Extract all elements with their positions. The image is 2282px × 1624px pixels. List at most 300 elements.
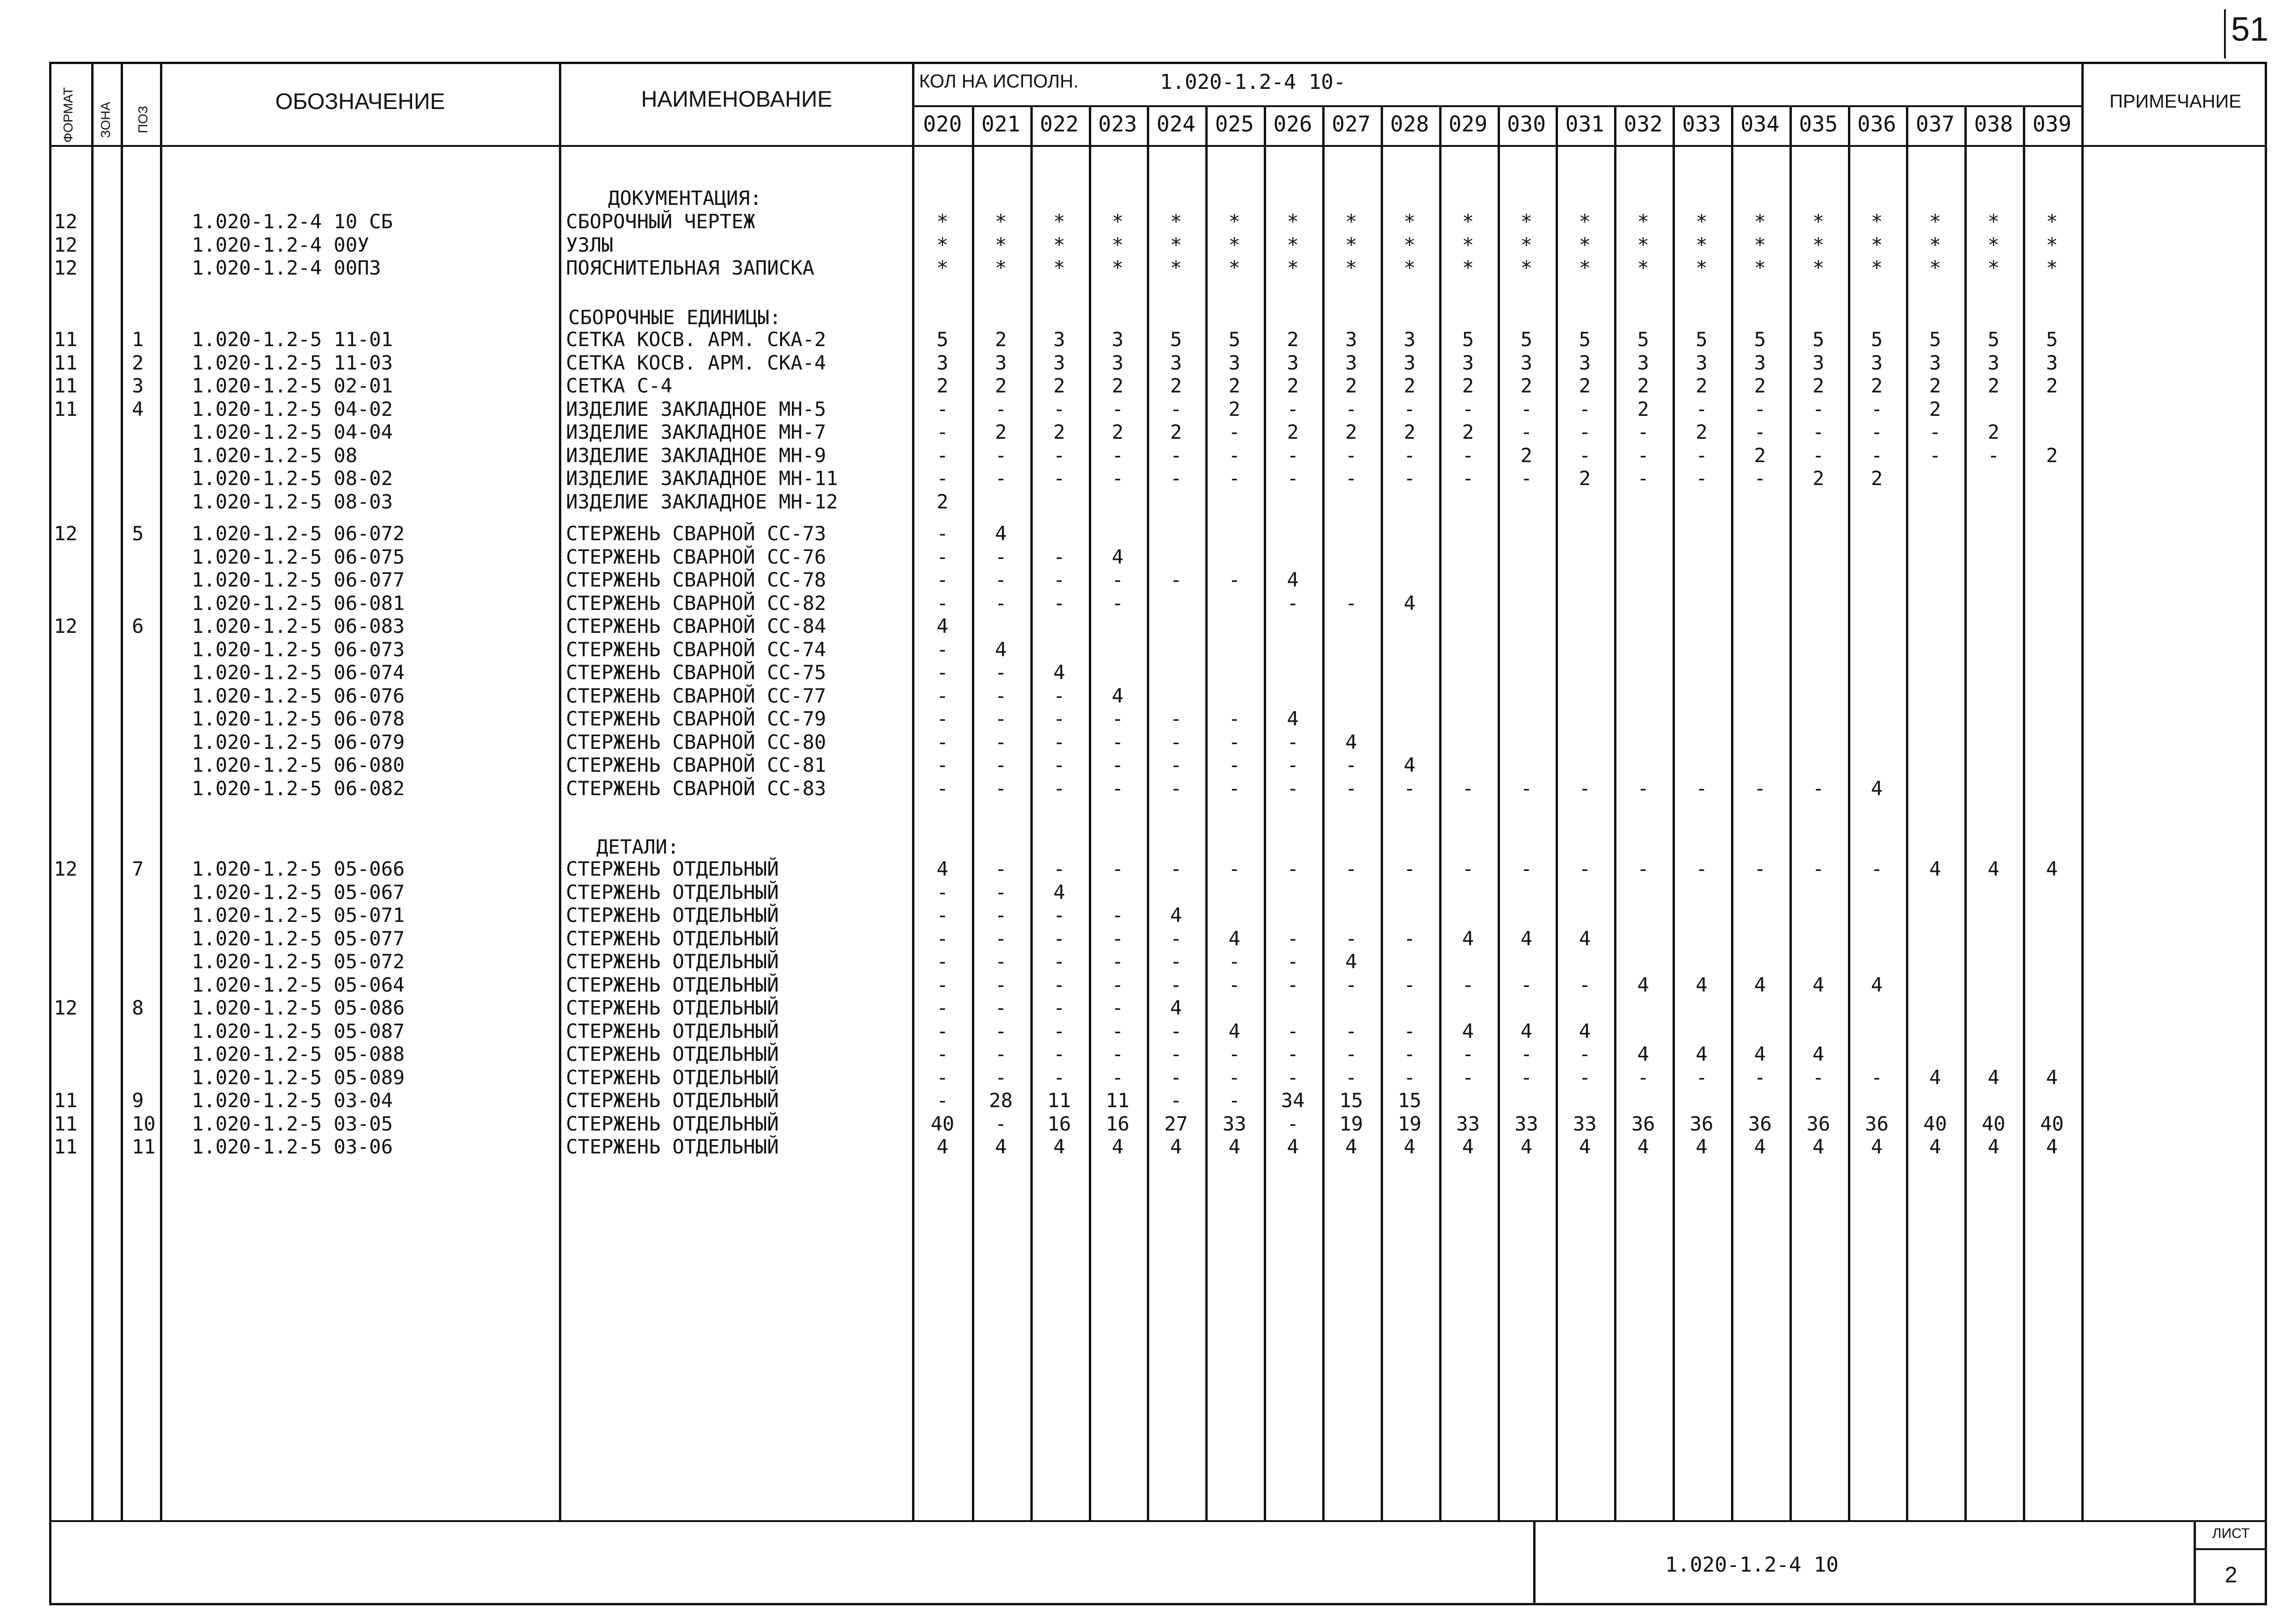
name-cell: СТЕРЖЕНЬ ОТДЕЛЬНЫЙ [566, 1135, 779, 1158]
qty-cell: 3 [1812, 351, 1825, 374]
qty-cell: 3 [1170, 351, 1182, 374]
qty-cell: * [995, 233, 1007, 256]
qty-cell: 3 [1929, 351, 1942, 374]
column-header: 020 [923, 111, 962, 137]
qty-cell: * [1404, 256, 1416, 279]
qty-cell: - [1170, 730, 1182, 754]
qty-cell: - [1637, 1066, 1649, 1089]
format-cell: 12 [54, 857, 78, 880]
qty-cell: 11 [1047, 1089, 1071, 1112]
qty-cell: * [1462, 256, 1474, 279]
column-rule [1614, 107, 1616, 1520]
qty-cell: 3 [1695, 351, 1708, 374]
qty-cell: 3 [1345, 351, 1357, 374]
qty-cell: - [1170, 776, 1182, 800]
qty-cell: 5 [1754, 328, 1766, 351]
qty-cell: - [1228, 1066, 1240, 1089]
qty-cell: - [1754, 467, 1766, 490]
header-pos: ПОЗ [136, 106, 150, 133]
qty-cell: 2 [1111, 420, 1124, 443]
qty-cell: * [1287, 233, 1299, 256]
name-cell: СБОРОЧНЫЙ ЧЕРТЕЖ [566, 210, 755, 233]
designation-cell: 1.020-1.2-5 06-083 [192, 615, 405, 638]
qty-cell: 2 [1404, 420, 1416, 443]
qty-cell: 2 [2046, 374, 2058, 397]
table-row [0, 661, 2282, 684]
table-row [0, 210, 2282, 233]
qty-cell: 4 [1345, 730, 1357, 754]
qty-cell: 4 [1111, 684, 1124, 707]
qty-cell: 2 [1228, 374, 1240, 397]
qty-cell: - [1111, 443, 1124, 467]
qty-cell: - [1053, 776, 1065, 800]
qty-cell: - [1462, 443, 1474, 467]
qty-cell: - [1111, 467, 1124, 490]
qty-cell: 2 [1637, 374, 1649, 397]
qty-cell: * [1579, 233, 1591, 256]
qty-cell: - [1287, 754, 1299, 776]
column-rule [1147, 107, 1149, 1520]
qty-cell: - [1637, 857, 1649, 880]
qty-cell: 4 [1404, 1135, 1416, 1158]
designation-cell: 1.020-1.2-5 11-03 [192, 351, 393, 374]
designation-cell: 1.020-1.2-5 02-01 [192, 374, 393, 397]
table-row [0, 731, 2282, 754]
qty-cell: 3 [1053, 351, 1065, 374]
rule-footer-top [49, 1520, 2267, 1522]
qty-cell: - [1404, 927, 1416, 950]
qty-cell: - [1287, 443, 1299, 467]
qty-cell: 3 [1287, 351, 1299, 374]
qty-cell: 4 [1287, 1135, 1299, 1158]
qty-cell: 2 [2046, 443, 2058, 467]
qty-cell: 4 [1695, 973, 1708, 996]
qty-cell: - [995, 880, 1007, 904]
column-rule [1322, 107, 1325, 1520]
qty-cell: - [995, 776, 1007, 800]
qty-cell: 5 [1462, 328, 1474, 351]
qty-cell: - [1053, 973, 1065, 996]
qty-cell: 2 [1345, 420, 1357, 443]
qty-cell: - [1812, 420, 1825, 443]
qty-cell: 5 [1695, 328, 1708, 351]
qty-cell: - [936, 776, 949, 800]
qty-cell: - [1053, 707, 1065, 730]
table-row [0, 444, 2282, 467]
qty-cell: 4 [1754, 1135, 1766, 1158]
qty-cell: - [1462, 973, 1474, 996]
designation-cell: 1.020-1.2-5 03-06 [192, 1135, 393, 1158]
qty-cell: - [1754, 857, 1766, 880]
format-cell: 11 [54, 374, 78, 397]
qty-cell: * [1053, 210, 1065, 233]
qty-cell: 36 [1865, 1112, 1889, 1135]
table-row [0, 858, 2282, 880]
qty-cell: 36 [1631, 1112, 1655, 1135]
qty-cell: 4 [1929, 1135, 1942, 1158]
qty-cell: - [1870, 443, 1883, 467]
qty-cell: - [995, 467, 1007, 490]
rule-footer-sheet-split [2194, 1548, 2267, 1550]
spec-sheet-frame [49, 62, 2267, 1605]
qty-cell: 4 [1111, 545, 1124, 568]
qty-cell: * [1053, 256, 1065, 279]
table-row [0, 997, 2282, 1019]
qty-cell: 2 [1695, 374, 1708, 397]
qty-cell: * [995, 256, 1007, 279]
qty-cell: - [936, 707, 949, 730]
designation-cell: 1.020-1.2-5 08-02 [192, 467, 393, 490]
qty-cell: * [1287, 256, 1299, 279]
qty-cell: - [936, 730, 949, 754]
qty-cell: 5 [1637, 328, 1649, 351]
qty-cell: - [1754, 776, 1766, 800]
qty-cell: 2 [1345, 374, 1357, 397]
qty-cell: 4 [1287, 707, 1299, 730]
qty-cell: 2 [1287, 420, 1299, 443]
qty-cell: - [995, 1043, 1007, 1066]
qty-cell: 4 [1287, 568, 1299, 591]
qty-cell: - [1579, 397, 1591, 420]
designation-cell: 1.020-1.2-5 04-04 [192, 420, 393, 443]
qty-cell: - [1287, 730, 1299, 754]
footer-sheet-label: ЛИСТ [2212, 1526, 2250, 1541]
qty-cell: - [1812, 1066, 1825, 1089]
qty-cell: - [1637, 776, 1649, 800]
name-cell: СТЕРЖЕНЬ ОТДЕЛЬНЫЙ [566, 1019, 779, 1043]
qty-cell: - [1637, 443, 1649, 467]
qty-cell: - [995, 661, 1007, 684]
qty-cell: 5 [2046, 328, 2058, 351]
name-cell: СТЕРЖЕНЬ ОТДЕЛЬНЫЙ [566, 996, 779, 1019]
qty-cell: - [1053, 730, 1065, 754]
page-number-rule [2224, 9, 2226, 58]
qty-cell: 2 [1170, 374, 1182, 397]
qty-cell: - [936, 545, 949, 568]
name-cell: ИЗДЕЛИЕ ЗАКЛАДНОЕ МН-9 [566, 443, 826, 467]
qty-cell: - [1228, 857, 1240, 880]
qty-cell: - [1228, 420, 1240, 443]
qty-cell: 27 [1164, 1112, 1188, 1135]
qty-cell: 2 [1287, 328, 1299, 351]
qty-cell: 3 [1462, 351, 1474, 374]
qty-cell: - [1228, 467, 1240, 490]
qty-cell: * [1345, 233, 1357, 256]
qty-cell: 2 [1637, 397, 1649, 420]
qty-cell: * [936, 256, 949, 279]
qty-cell: - [1170, 397, 1182, 420]
column-header: 025 [1215, 111, 1254, 137]
qty-cell: * [1462, 210, 1474, 233]
table-row [0, 638, 2282, 661]
qty-cell: 2 [1462, 374, 1474, 397]
qty-cell: - [936, 661, 949, 684]
designation-cell: 1.020-1.2-5 06-076 [192, 684, 405, 707]
qty-cell: * [1987, 210, 1999, 233]
qty-cell: * [1520, 256, 1533, 279]
qty-cell: * [1579, 256, 1591, 279]
qty-cell: - [1404, 1043, 1416, 1066]
qty-cell: - [1111, 591, 1124, 615]
column-header: 024 [1156, 111, 1195, 137]
qty-cell: 4 [1053, 661, 1065, 684]
qty-cell: 4 [1754, 973, 1766, 996]
qty-cell: 3 [1111, 328, 1124, 351]
qty-cell: - [936, 1066, 949, 1089]
name-cell: СЕТКА КОСВ. АРМ. СКА-4 [566, 351, 826, 374]
qty-cell: 4 [936, 857, 949, 880]
header-qty-base: 1.020-1.2-4 10- [1160, 70, 1346, 94]
qty-cell: - [1287, 950, 1299, 973]
qty-cell: * [1228, 210, 1240, 233]
qty-cell: - [1170, 1089, 1182, 1112]
name-cell: СТЕРЖЕНЬ ОТДЕЛЬНЫЙ [566, 927, 779, 950]
qty-cell: 33 [1573, 1112, 1597, 1135]
qty-cell: - [936, 880, 949, 904]
qty-cell: - [1287, 397, 1299, 420]
qty-cell: - [1404, 443, 1416, 467]
qty-cell: 2 [1053, 420, 1065, 443]
rule-footer-code [1533, 1520, 1536, 1604]
format-cell: 11 [54, 1089, 78, 1112]
format-cell: 11 [54, 1112, 78, 1135]
qty-cell: - [1404, 1066, 1416, 1089]
qty-cell: * [1053, 233, 1065, 256]
qty-cell: * [1520, 233, 1533, 256]
designation-cell: 1.020-1.2-4 00У [192, 233, 369, 256]
qty-cell: 3 [1111, 351, 1124, 374]
column-header: 027 [1332, 111, 1371, 137]
table-row [0, 708, 2282, 730]
qty-cell: 4 [1754, 1043, 1766, 1066]
qty-cell: 4 [1462, 1019, 1474, 1043]
qty-cell: - [1170, 707, 1182, 730]
qty-cell: - [995, 996, 1007, 1019]
qty-cell: - [1520, 397, 1533, 420]
qty-cell: - [1754, 397, 1766, 420]
pos-cell: 1 [132, 328, 144, 351]
qty-cell: 4 [1520, 1019, 1533, 1043]
qty-cell: 4 [2046, 1135, 2058, 1158]
designation-cell: 1.020-1.2-5 05-089 [192, 1066, 405, 1089]
qty-cell: - [1462, 776, 1474, 800]
qty-cell: - [1404, 857, 1416, 880]
qty-cell: - [936, 1089, 949, 1112]
qty-cell: - [1579, 420, 1591, 443]
qty-cell: - [1345, 397, 1357, 420]
table-row [0, 615, 2282, 638]
qty-cell: * [2046, 256, 2058, 279]
designation-cell: 1.020-1.2-5 03-05 [192, 1112, 393, 1135]
qty-cell: 5 [1870, 328, 1883, 351]
qty-cell: * [1929, 210, 1942, 233]
designation-cell: 1.020-1.2-5 03-04 [192, 1089, 393, 1112]
qty-cell: 3 [1754, 351, 1766, 374]
qty-cell: - [1287, 973, 1299, 996]
qty-cell: - [1287, 1066, 1299, 1089]
qty-cell: - [1520, 1043, 1533, 1066]
qty-cell: 4 [1929, 1066, 1942, 1089]
qty-cell: - [1228, 568, 1240, 591]
qty-cell: - [1053, 996, 1065, 1019]
qty-cell: - [936, 950, 949, 973]
column-header: 021 [981, 111, 1021, 137]
qty-cell: 36 [1689, 1112, 1714, 1135]
qty-cell: - [1228, 776, 1240, 800]
qty-cell: - [936, 927, 949, 950]
qty-cell: * [1754, 256, 1766, 279]
qty-cell: * [1345, 210, 1357, 233]
qty-cell: - [1345, 927, 1357, 950]
qty-cell: - [995, 591, 1007, 615]
qty-cell: - [1754, 1066, 1766, 1089]
qty-cell: * [1579, 210, 1591, 233]
name-cell: УЗЛЫ [566, 233, 614, 256]
qty-cell: 2 [1929, 397, 1942, 420]
qty-cell: * [1754, 210, 1766, 233]
qty-cell: - [1287, 1043, 1299, 1066]
qty-cell: 2 [1170, 420, 1182, 443]
pos-cell: 11 [132, 1135, 156, 1158]
column-rule [1498, 107, 1500, 1520]
designation-cell: 1.020-1.2-5 06-078 [192, 707, 405, 730]
name-cell: СТЕРЖЕНЬ СВАРНОЙ СС-75 [566, 661, 826, 684]
table-row [0, 328, 2282, 351]
qty-cell: - [1111, 1066, 1124, 1089]
qty-cell: 4 [995, 522, 1007, 545]
qty-cell: - [936, 397, 949, 420]
header-zone: ЗОНА [98, 102, 113, 138]
name-cell: СТЕРЖЕНЬ СВАРНОЙ СС-73 [566, 522, 826, 545]
qty-cell: * [936, 233, 949, 256]
qty-cell: - [1228, 950, 1240, 973]
qty-cell: 2 [1111, 374, 1124, 397]
column-rule [1964, 107, 1967, 1520]
designation-cell: 1.020-1.2-5 08 [192, 443, 358, 467]
qty-cell: - [1812, 397, 1825, 420]
qty-cell: - [995, 707, 1007, 730]
qty-cell: - [1170, 1066, 1182, 1089]
column-rule [1789, 107, 1792, 1520]
pos-cell: 10 [132, 1112, 156, 1135]
designation-cell: 1.020-1.2-5 06-077 [192, 568, 405, 591]
qty-cell: 4 [1111, 1135, 1124, 1158]
qty-cell: - [1111, 950, 1124, 973]
column-rule [1089, 107, 1091, 1520]
qty-cell: 40 [2040, 1112, 2064, 1135]
header-designation: ОБОЗНАЧЕНИЕ [275, 89, 445, 114]
qty-cell: * [1987, 256, 1999, 279]
qty-cell: - [936, 754, 949, 776]
qty-cell: * [1228, 256, 1240, 279]
qty-cell: * [1929, 256, 1942, 279]
designation-cell: 1.020-1.2-5 06-073 [192, 638, 405, 661]
qty-cell: - [1111, 707, 1124, 730]
section-docs: ДОКУМЕНТАЦИЯ: [608, 187, 762, 210]
pos-cell: 2 [132, 351, 144, 374]
column-rule [1381, 107, 1383, 1520]
qty-cell: - [1404, 776, 1416, 800]
qty-cell: - [1053, 467, 1065, 490]
pos-cell: 5 [132, 522, 144, 545]
qty-cell: - [1287, 467, 1299, 490]
format-cell: 11 [54, 1135, 78, 1158]
qty-cell: - [995, 857, 1007, 880]
qty-cell: - [995, 754, 1007, 776]
qty-cell: - [1404, 397, 1416, 420]
qty-cell: - [995, 684, 1007, 707]
qty-cell: 2 [1520, 443, 1533, 467]
qty-cell: - [1695, 443, 1708, 467]
qty-cell: - [1404, 467, 1416, 490]
qty-cell: - [1812, 857, 1825, 880]
qty-cell: - [1053, 591, 1065, 615]
qty-cell: - [995, 443, 1007, 467]
qty-cell: - [1345, 973, 1357, 996]
name-cell: СТЕРЖЕНЬ СВАРНОЙ СС-84 [566, 615, 826, 638]
qty-cell: - [1987, 443, 1999, 467]
qty-cell: - [936, 1019, 949, 1043]
name-cell: ПОЯСНИТЕЛЬНАЯ ЗАПИСКА [566, 256, 815, 279]
qty-cell: - [1053, 904, 1065, 927]
qty-cell: 4 [2046, 857, 2058, 880]
qty-cell: - [1345, 776, 1357, 800]
qty-cell: - [1287, 776, 1299, 800]
qty-cell: 28 [989, 1089, 1013, 1112]
qty-cell: - [1111, 730, 1124, 754]
qty-cell: - [1345, 467, 1357, 490]
table-row [0, 234, 2282, 256]
qty-cell: - [995, 1066, 1007, 1089]
table-row [0, 881, 2282, 904]
qty-cell: - [1870, 420, 1883, 443]
qty-cell: - [1520, 973, 1533, 996]
qty-cell: * [1111, 233, 1124, 256]
qty-cell: 2 [995, 420, 1007, 443]
qty-cell: - [1053, 927, 1065, 950]
header-name: НАИМЕНОВАНИЕ [641, 87, 833, 112]
qty-cell: - [1579, 776, 1591, 800]
qty-cell: 4 [1870, 1135, 1883, 1158]
qty-cell: - [1053, 1019, 1065, 1043]
qty-cell: - [1228, 707, 1240, 730]
table-row [0, 375, 2282, 397]
qty-cell: - [1345, 1019, 1357, 1043]
designation-cell: 1.020-1.2-5 05-067 [192, 880, 405, 904]
qty-cell: * [1637, 256, 1649, 279]
qty-cell: - [1579, 857, 1591, 880]
section-parts: ДЕТАЛИ: [596, 835, 680, 858]
qty-cell: 2 [1228, 397, 1240, 420]
table-row [0, 546, 2282, 568]
qty-cell: 3 [1228, 351, 1240, 374]
qty-cell: 5 [1520, 328, 1533, 351]
qty-cell: - [1111, 776, 1124, 800]
qty-cell: - [1579, 973, 1591, 996]
table-row [0, 398, 2282, 420]
designation-cell: 1.020-1.2-5 08-03 [192, 490, 393, 513]
qty-cell: * [1812, 233, 1825, 256]
qty-cell: - [1170, 467, 1182, 490]
qty-cell: - [995, 1019, 1007, 1043]
column-rule [1673, 107, 1675, 1520]
qty-cell: * [1520, 210, 1533, 233]
qty-cell: 4 [1404, 754, 1416, 776]
qty-cell: - [936, 904, 949, 927]
qty-cell: 2 [1754, 374, 1766, 397]
qty-cell: 4 [1695, 1043, 1708, 1066]
qty-cell: - [936, 973, 949, 996]
